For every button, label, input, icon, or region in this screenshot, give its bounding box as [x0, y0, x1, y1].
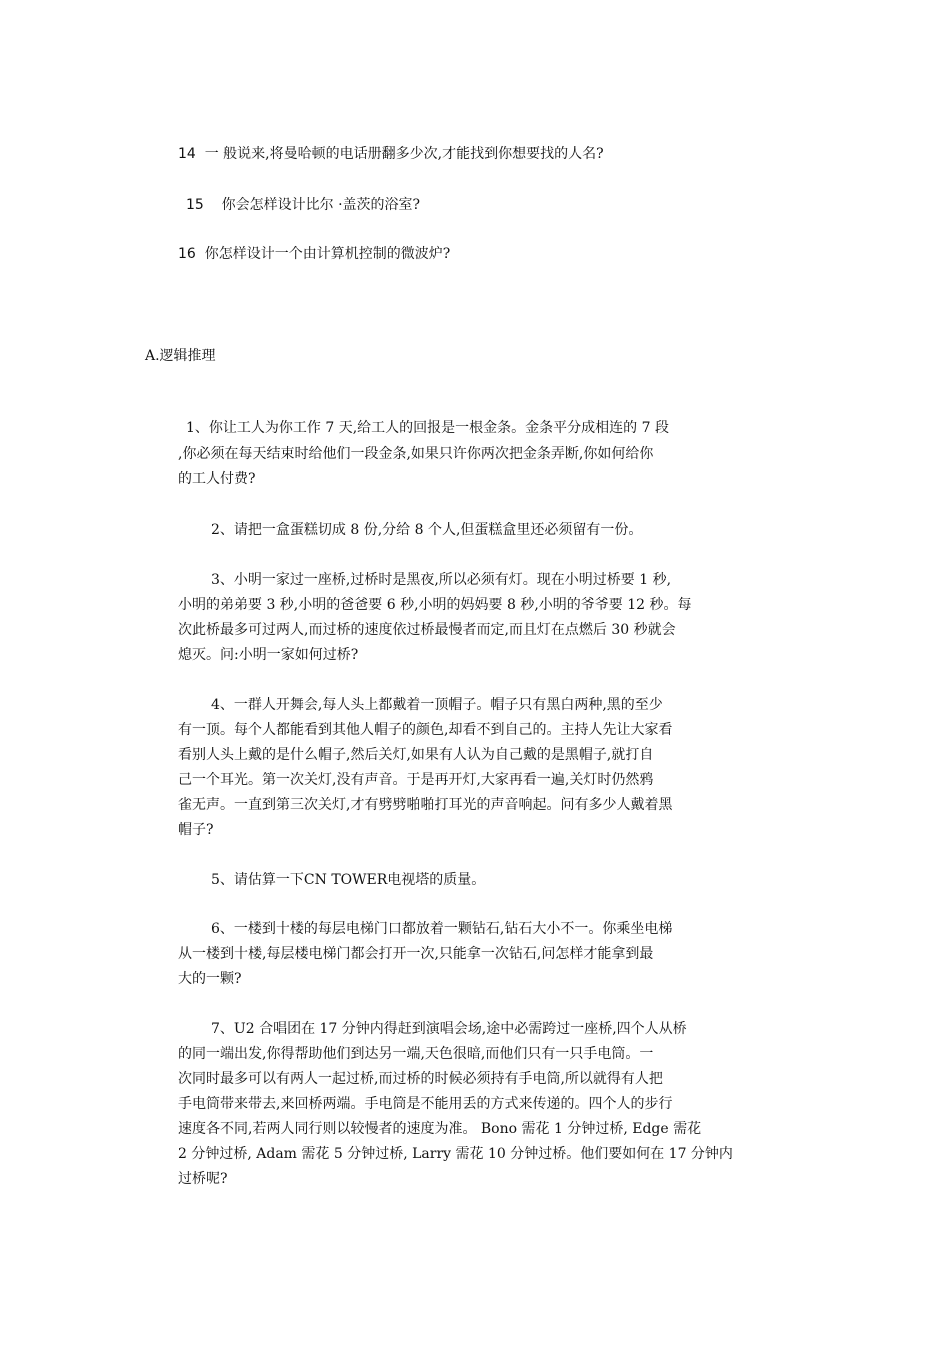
puzzle-1-line: 1、你让工人为你工作 7 天,给工人的回报是一根金条。金条平分成相连的 7 段: [186, 420, 669, 436]
question-text: 一 般说来,将曼哈顿的电话册翻多少次,才能找到你想要找的人名?: [204, 146, 604, 162]
puzzle-3-line: 熄灭。问:小明一家如何过桥?: [178, 647, 359, 663]
puzzle-4-line: 4、一群人开舞会,每人头上都戴着一顶帽子。帽子只有黑白两种,黑的至少: [211, 697, 663, 713]
puzzle-4-line: 雀无声。一直到第三次关灯,才有劈劈啪啪打耳光的声音响起。问有多少人戴着黑: [178, 797, 673, 813]
puzzle-7-line: 的同一端出发,你得帮助他们到达另一端,天色很暗,而他们只有一只手电筒。一: [178, 1046, 654, 1062]
puzzle-7-line: 7、U2 合唱团在 17 分钟内得赶到演唱会场,途中必需跨过一座桥,四个人从桥: [211, 1021, 687, 1037]
question-16: [178, 245, 450, 263]
puzzle-6-line: 大的一颗?: [178, 971, 242, 987]
puzzle-4-line: 己一个耳光。第一次关灯,没有声音。于是再开灯,大家再看一遍,关灯时仍然鸦: [178, 772, 654, 788]
section-title: A.逻辑推理: [145, 348, 216, 364]
puzzle-3-line: 小明的弟弟要 3 秒,小明的爸爸要 6 秒,小明的妈妈要 8 秒,小明的爷爷要 12 秒。每: [178, 597, 692, 613]
puzzle-7-line: 次同时最多可以有两人一起过桥,而过桥的时候必须持有手电筒,所以就得有人把: [178, 1071, 663, 1087]
puzzle-4-line: 看别人头上戴的是什么帽子,然后关灯,如果有人认为自己戴的是黑帽子,就打自: [178, 747, 654, 763]
question-number: 15: [186, 197, 204, 213]
question-text: 你怎样设计一个由计算机控制的微波炉?: [204, 246, 451, 262]
puzzle-7-line: 速度各不同,若两人同行则以较慢者的速度为准。 Bono 需花 1 分钟过桥, Edge 需花: [178, 1121, 702, 1137]
puzzle-6-line: 6、一楼到十楼的每层电梯门口都放着一颗钻石,钻石大小不一。你乘坐电梯: [211, 921, 673, 937]
puzzle-6-line: 从一楼到十楼,每层楼电梯门都会打开一次,只能拿一次钻石,问怎样才能拿到最: [178, 946, 654, 962]
puzzle-4-line: 帽子?: [178, 822, 214, 838]
puzzle-1-line: ,你必须在每天结束时给他们一段金条,如果只许你两次把金条弄断,你如何给你: [178, 446, 654, 462]
puzzle-3-line: 次此桥最多可过两人,而过桥的速度依过桥最慢者而定,而且灯在点燃后 30 秒就会: [178, 622, 676, 638]
puzzle-5-line: 5、请估算一下CN TOWER电视塔的质量。: [211, 872, 486, 888]
question-number: 14: [178, 146, 196, 162]
puzzle-3-line: 3、小明一家过一座桥,过桥时是黑夜,所以必须有灯。现在小明过桥要 1 秒,: [211, 572, 672, 588]
question-number: 16: [178, 246, 196, 262]
question-text: 你会怎样设计比尔 ·盖茨的浴室?: [221, 197, 421, 213]
puzzle-7-line: 手电筒带来带去,来回桥两端。手电筒是不能用丢的方式来传递的。四个人的步行: [178, 1096, 673, 1112]
question-14: [178, 145, 604, 163]
question-15: [186, 196, 420, 214]
puzzle-4-line: 有一顶。每个人都能看到其他人帽子的颜色,却看不到自己的。主持人先让大家看: [178, 722, 673, 738]
puzzle-1-line: 的工人付费?: [178, 471, 256, 487]
puzzle-7-line: 过桥呢?: [178, 1171, 228, 1187]
puzzle-2-line: 2、请把一盒蛋糕切成 8 份,分给 8 个人,但蛋糕盒里还必须留有一份。: [211, 522, 643, 538]
puzzle-7-line: 2 分钟过桥, Adam 需花 5 分钟过桥, Larry 需花 10 分钟过桥。他们要如何在 17 分钟内: [178, 1146, 733, 1162]
